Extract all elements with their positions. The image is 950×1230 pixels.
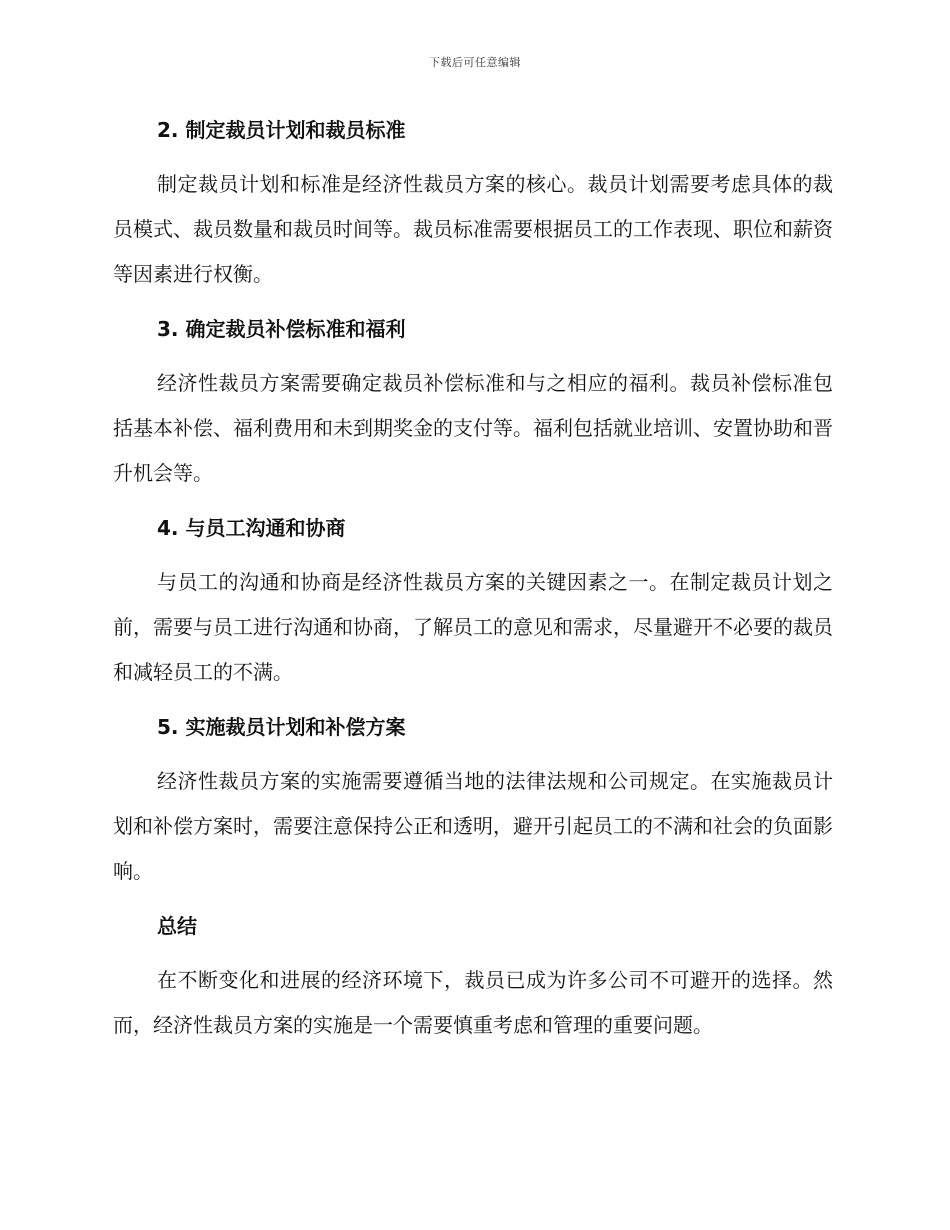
section-paragraph: 经济性裁员方案的实施需要遵循当地的法律法规和公司规定。在实施裁员计划和补偿方案时，需要注意保持公正和透明，避开引起员工的不满和社会的负面影响。 <box>113 769 833 883</box>
section-heading: 3. 确定裁员补偿标准和福利 <box>157 317 406 341</box>
section-2 <box>113 110 833 297</box>
section-paragraph: 经济性裁员方案需要确定裁员补偿标准和与之相应的福利。裁员补偿标准包括基本补偿、福利费用和未到期奖金的支付等。福利包括就业培训、安置协助和晋升机会等。 <box>113 371 833 485</box>
section-heading: 总结 <box>157 914 197 938</box>
section-paragraph: 与员工的沟通和协商是经济性裁员方案的关键因素之一。在制定裁员计划之前，需要与员工进行沟通和协商，了解员工的意见和需求，尽量避开不必要的裁员和减轻员工的不满。 <box>113 570 833 684</box>
header-note: 下载后可任意编辑 <box>429 56 521 69</box>
section-3 <box>113 309 833 496</box>
section-heading: 2. 制定裁员计划和裁员标准 <box>157 118 406 142</box>
document-body <box>113 110 833 1060</box>
section-paragraph: 制定裁员计划和标准是经济性裁员方案的核心。裁员计划需要考虑具体的裁员模式、裁员数量和裁员时间等。裁员标准需要根据员工的工作表现、职位和薪资等因素进行权衡。 <box>113 172 833 286</box>
section-heading: 5. 实施裁员计划和补偿方案 <box>157 715 406 739</box>
section-paragraph: 在不断变化和进展的经济环境下，裁员已成为许多公司不可避开的选择。然而，经济性裁员方案的实施是一个需要慎重考虑和管理的重要问题。 <box>113 968 833 1037</box>
section-4 <box>113 508 833 695</box>
section-heading: 4. 与员工沟通和协商 <box>157 516 346 540</box>
section-summary <box>113 906 833 1048</box>
section-5 <box>113 707 833 894</box>
